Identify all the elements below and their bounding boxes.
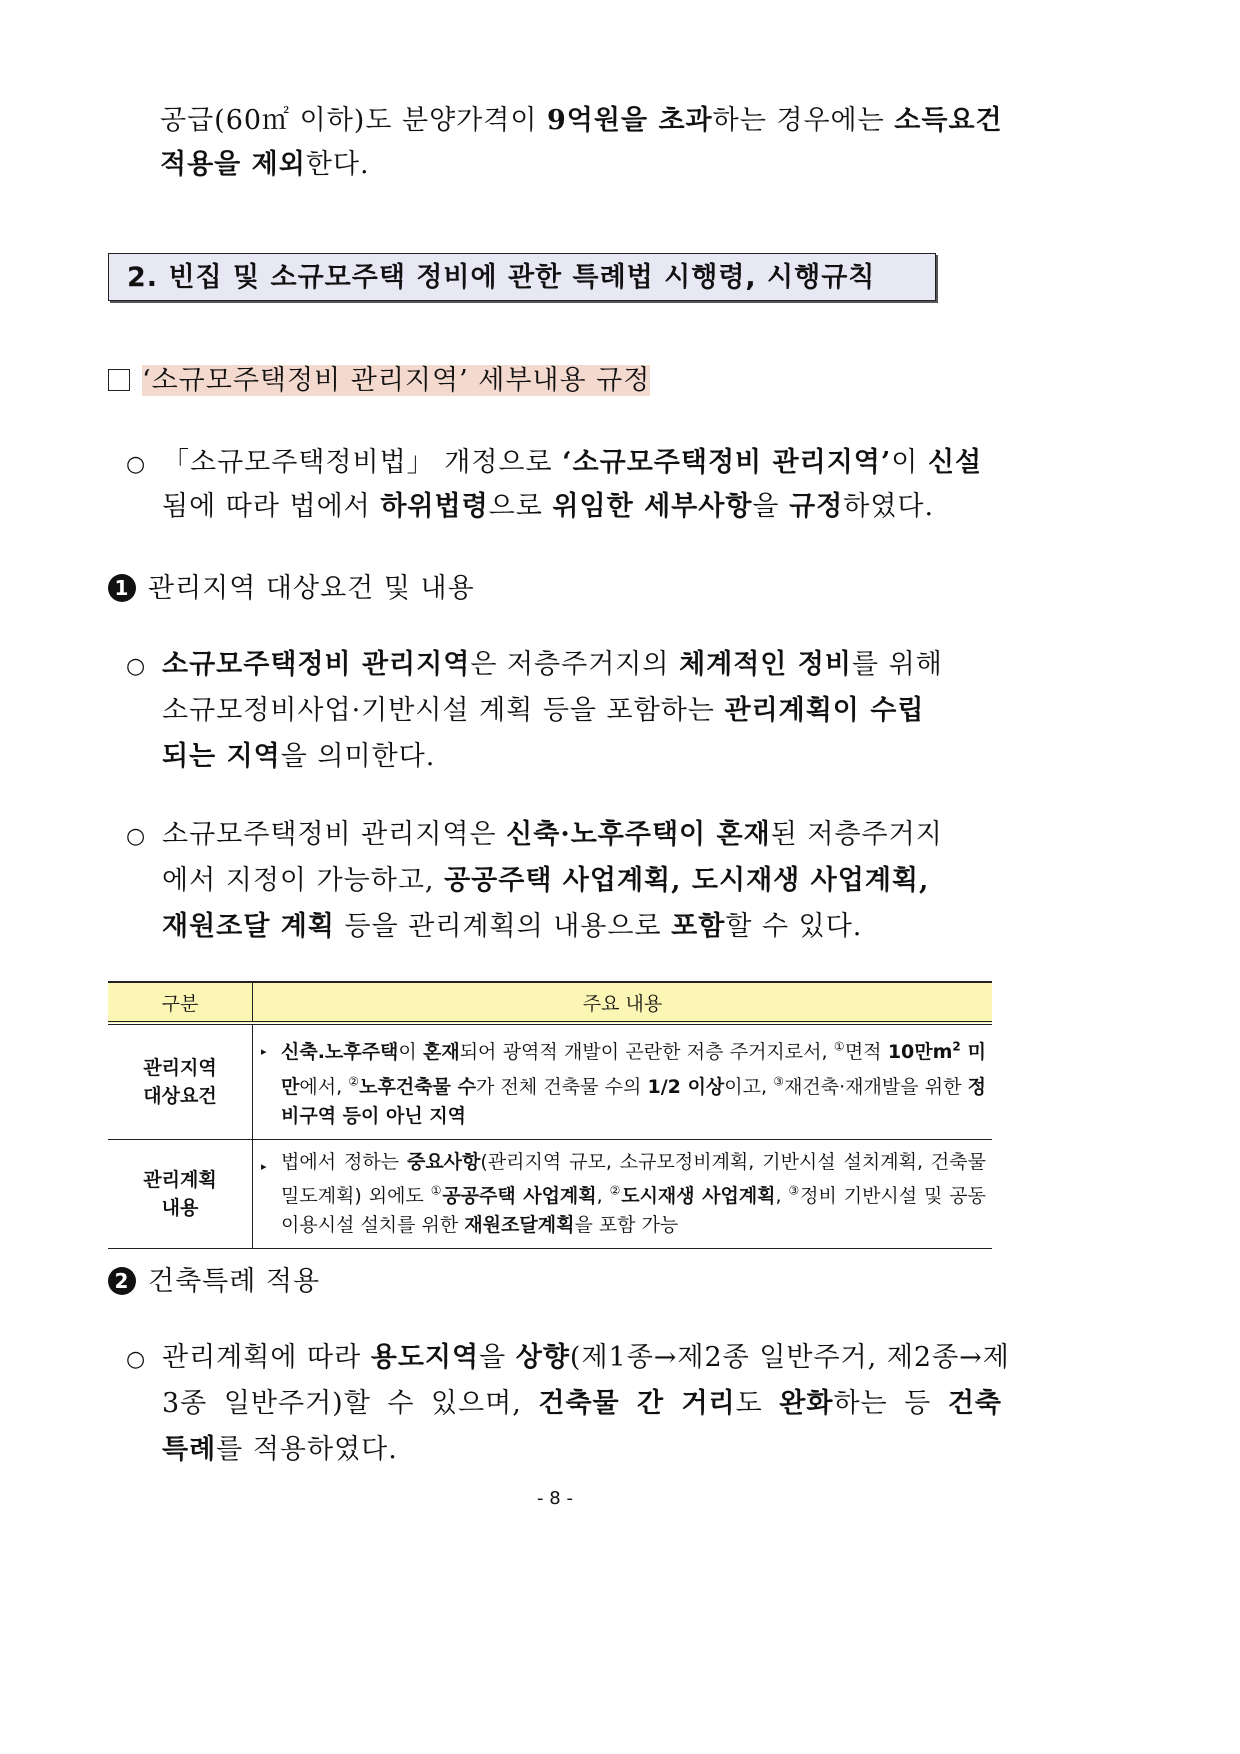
text-run: 가 전체 건축물 수의 xyxy=(476,1075,648,1098)
text-run: 이 xyxy=(398,1041,423,1064)
text-run: ① xyxy=(430,1183,443,1198)
text-run: 하는 등 xyxy=(833,1388,948,1419)
table-header-category: 구분 xyxy=(108,982,253,1023)
text-run: 공공주택 사업계획 xyxy=(442,1184,597,1207)
heading-2 xyxy=(108,1259,320,1305)
para1 xyxy=(126,642,943,690)
text-run: 소규모주택정비 관리지역 xyxy=(162,649,471,680)
bullet-icon: ○ xyxy=(126,654,147,679)
text-run: 한다. xyxy=(305,149,370,180)
text-run: 재건축·재개발을 위한 xyxy=(784,1075,968,1098)
text-run: 되는 지역 xyxy=(162,741,281,772)
table-row xyxy=(108,1023,992,1139)
para-intro-line-2 xyxy=(162,484,934,530)
table-row xyxy=(108,1139,992,1248)
intro-line-2 xyxy=(160,142,370,188)
text-run: 공공주택 사업계획, 도시재생 사업계획, xyxy=(444,865,930,896)
text-run: 를 위해 xyxy=(851,649,943,680)
text-run: 도 xyxy=(735,1388,780,1419)
heading-2-text: 건축특례 적용 xyxy=(148,1266,321,1297)
text-run: 10만m xyxy=(887,1041,953,1064)
text-run: 에서 지정이 가능하고, xyxy=(162,865,445,896)
triangle-bullet-icon: ▸ xyxy=(261,1159,267,1173)
text-run: 관리계획이 수립 xyxy=(724,695,925,726)
text-run: ① xyxy=(833,1040,845,1054)
text-run: 포함 xyxy=(671,911,726,942)
bullet-icon: ○ xyxy=(126,1347,147,1372)
text-run: 소규모정비사업·기반시설 계획 등을 포함하는 xyxy=(162,695,725,726)
para2-line-3 xyxy=(162,904,862,950)
para3-line-3 xyxy=(162,1427,398,1473)
triangle-bullet-icon: ▸ xyxy=(261,1045,267,1058)
text-run: 체계적인 정비 xyxy=(679,649,852,680)
row-label-line-1: 관리지역 xyxy=(143,1056,217,1079)
text-run: 이고, xyxy=(724,1075,774,1098)
text-run: 정비구역 등이 아닌 지역 xyxy=(281,1075,986,1127)
text-run: ② xyxy=(348,1074,360,1089)
text-run: 건축물 간 거리 xyxy=(538,1388,736,1419)
text-run: 공급 xyxy=(160,105,215,136)
text-run: 3종 일반주거) xyxy=(162,1388,344,1419)
text-run: 정비 기반시설 및 공동이용시설 설치를 위한 xyxy=(281,1184,986,1236)
text-run: 재원조달 계획 xyxy=(162,911,335,942)
text-run: 건축 xyxy=(947,1388,1002,1419)
text-run: 재원조달계획 xyxy=(464,1213,575,1236)
text-run: 에서, xyxy=(299,1075,349,1098)
text-run: 중요사항 xyxy=(406,1150,481,1173)
row-content-text xyxy=(281,1151,986,1236)
para-intro xyxy=(126,440,1002,488)
row-label-line-2: 대상요건 xyxy=(143,1084,217,1107)
text-run: 9억원을 초과 xyxy=(547,105,713,136)
intro-line-1 xyxy=(160,98,1002,144)
page-number: - 8 - xyxy=(537,1488,573,1509)
text-run: (제1종→제2종 일반주거, 제2종→제 xyxy=(569,1342,1010,1373)
text-run: 적용을 제외 xyxy=(160,149,306,180)
text-run: 신축.노후주택 xyxy=(281,1041,399,1064)
text-run: 을 의미한다. xyxy=(280,741,436,772)
text-run: 관리계획에 따라 xyxy=(162,1342,371,1373)
text-run: 하위법령 xyxy=(380,491,489,522)
text-run: (60㎡ 이하) xyxy=(214,105,366,136)
text-run: 된 저층주거지 xyxy=(770,819,943,850)
text-run: 를 적용하였다. xyxy=(216,1434,398,1465)
heading-1 xyxy=(108,566,475,612)
bullet-icon: ○ xyxy=(126,452,147,477)
checkbox-icon xyxy=(108,369,130,391)
table-header-content: 주요 내용 xyxy=(253,982,993,1023)
subheading xyxy=(108,358,650,404)
text-run: 규정 xyxy=(789,491,844,522)
para1-line-1 xyxy=(162,649,943,680)
number-2-icon: 2 xyxy=(108,1267,136,1295)
table-header-row xyxy=(108,982,992,1023)
para3-line-2 xyxy=(162,1381,1002,1427)
subheading-text: ‘소규모주택정비 관리지역’ 세부내용 규정 xyxy=(142,365,651,396)
text-run: 상향 xyxy=(515,1342,570,1373)
section-title: 2. 빈집 및 소규모주택 정비에 관한 특례법 시행령, 시행규칙 xyxy=(108,253,936,301)
text-run: 혼재 xyxy=(422,1041,460,1064)
heading-1-text: 관리지역 대상요건 및 내용 xyxy=(148,573,475,604)
para1-line-3 xyxy=(162,734,435,780)
text-run: 을 xyxy=(479,1342,516,1373)
para2-line-1 xyxy=(162,819,943,850)
text-run: 2 xyxy=(952,1040,961,1054)
table-row-content xyxy=(253,1023,993,1139)
text-run: 1/2 이상 xyxy=(647,1075,725,1098)
text-run: 등을 관리계획의 내용으로 xyxy=(334,911,672,942)
text-run: 으로 xyxy=(488,491,553,522)
text-run: ‘소규모주택정비 관리지역’ xyxy=(562,447,892,478)
text-run: 위임한 세부사항 xyxy=(552,491,753,522)
text-run: 됨 xyxy=(162,491,190,522)
para2 xyxy=(126,812,943,860)
row-label-line-2: 내용 xyxy=(161,1196,199,1219)
text-run: 할 수 있으며, xyxy=(343,1388,539,1419)
bullet-icon: ○ xyxy=(126,824,147,849)
row-content-text xyxy=(281,1041,986,1126)
text-run: 미만 xyxy=(281,1041,986,1098)
text-run: 도 분양가격이 xyxy=(365,105,548,136)
text-run: 을 포함 가능 xyxy=(574,1213,679,1236)
summary-table xyxy=(108,981,992,1249)
text-run: 완화 xyxy=(779,1388,834,1419)
text-run: 특례 xyxy=(162,1434,217,1465)
text-run: , xyxy=(775,1184,789,1207)
text-run: ③ xyxy=(788,1183,801,1198)
text-run: 소득요건 xyxy=(894,105,1003,136)
text-run: 법에서 정하는 xyxy=(281,1150,407,1173)
table-row-label xyxy=(108,1023,253,1139)
text-run: 신설 xyxy=(927,447,983,478)
text-run: 신축·노후주택이 혼재 xyxy=(506,819,771,850)
table-row-label xyxy=(108,1139,253,1248)
text-run: 하는 경우에는 xyxy=(712,105,895,136)
text-run: , xyxy=(596,1184,610,1207)
table-row-content xyxy=(253,1139,993,1248)
text-run: (관리지역 규모, 소규모정비계획, 기반시설 설치계획, 건축물 밀도계획) 외에도 xyxy=(281,1150,986,1207)
row-label-line-1: 관리계획 xyxy=(143,1168,217,1191)
para3 xyxy=(126,1335,1010,1383)
text-run: 용도지역 xyxy=(370,1342,480,1373)
text-run: ③ xyxy=(773,1074,785,1089)
para2-line-2 xyxy=(162,858,929,904)
para3-line-1 xyxy=(162,1342,1010,1373)
text-run: 에 따라 법에서 xyxy=(189,491,381,522)
text-run: 「소규모주택정비법」 개정으로 xyxy=(162,447,563,478)
text-run: 할 수 있다. xyxy=(725,911,863,942)
text-run: 이 xyxy=(891,447,928,478)
text-run: 노후건축물 수 xyxy=(359,1075,476,1098)
para-intro-line-1 xyxy=(162,447,982,478)
text-run: 을 xyxy=(752,491,790,522)
text-run: ② xyxy=(609,1183,622,1198)
number-1-icon: 1 xyxy=(108,574,136,602)
para1-line-2 xyxy=(162,688,924,734)
text-run: 하였다. xyxy=(843,491,935,522)
text-run: 도시재생 사업계획 xyxy=(621,1184,776,1207)
text-run: 은 저층주거지의 xyxy=(470,649,680,680)
text-run: 되어 광역적 개발이 곤란한 저층 주거지로서, xyxy=(459,1041,834,1064)
text-run: 면적 xyxy=(844,1041,888,1064)
text-run: 소규모주택정비 관리지역은 xyxy=(162,819,507,850)
